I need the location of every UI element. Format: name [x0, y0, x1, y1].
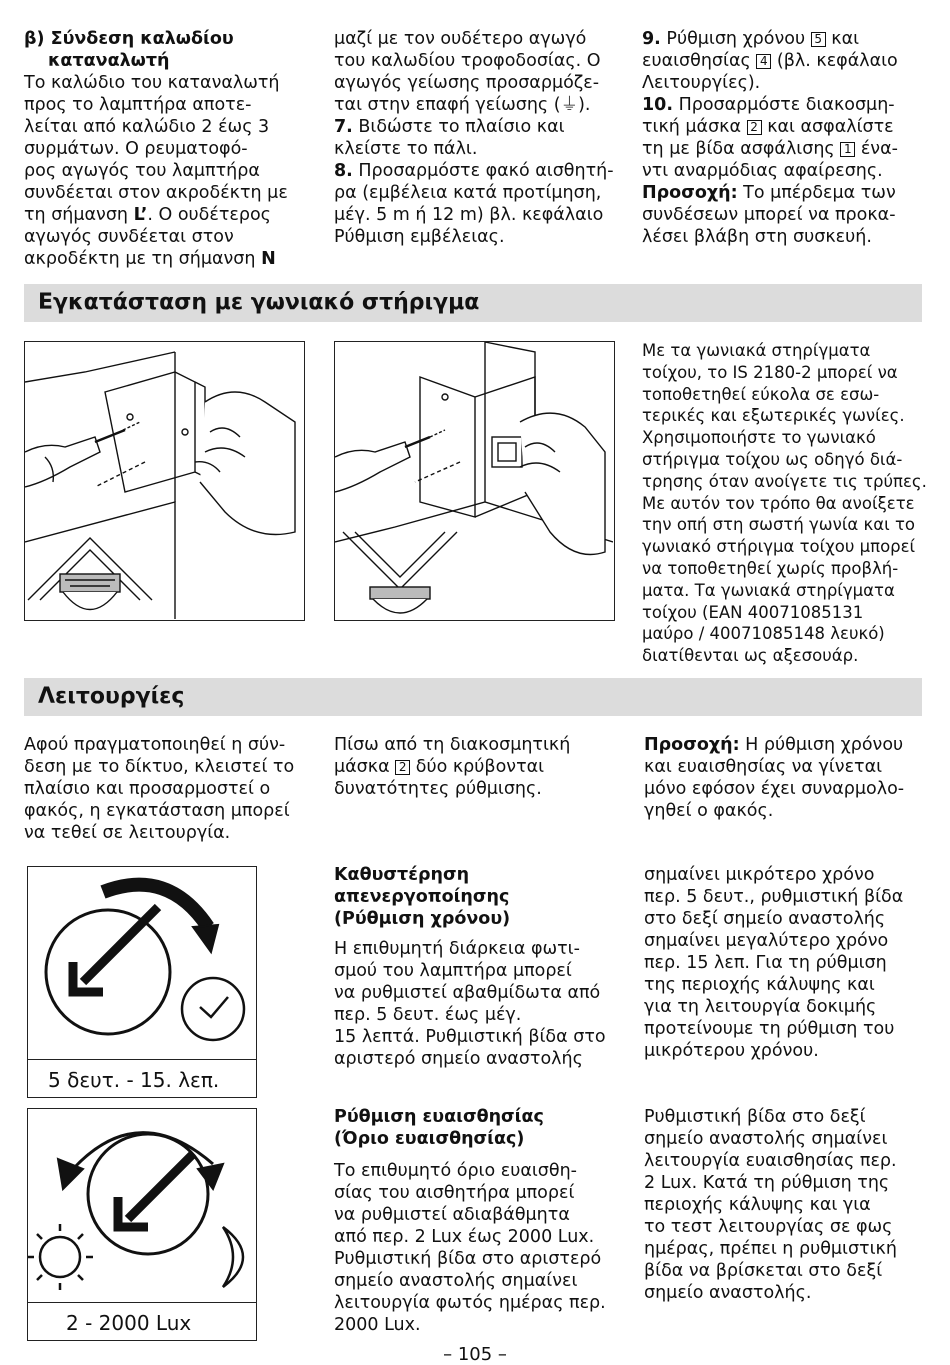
section-title-functions: Λειτουργίες — [38, 684, 185, 709]
step-9: 9. Ρύθμιση χρόνου 5 και ευαισθησίας 4 (βλ. κεφάλαιο Λειτουργίες). — [642, 29, 898, 93]
figure-outer-corner-drilling — [24, 341, 305, 621]
neutral-conductor-text: μαζί με τον ουδέτερο αγωγό του καλωδίου τροφοδοσίας. Ο αγωγός γείωσης προσαρμόζε- ται στην επαφή γείωσης (⏚). — [334, 29, 601, 115]
step-8: 8. Προσαρμόστε φακό αισθητή- ρα (εμβέλεια κατά προτίμηση, μέγ. 5 m ή 12 m) βλ. κεφάλαιο Ρύθμιση εμβέλειας. — [334, 161, 614, 247]
top-col-1 — [24, 28, 314, 270]
step-10: 10. Προσαρμόστε διακοσμη- τική μάσκα 2 και ασφαλίστε τη με βίδα ασφάλισης 1 ένα- ντι αναρμόδιας αφαίρεσης. — [642, 95, 898, 181]
cable-connection-text: Το καλώδιο του καταναλωτή προς το λαμπτήρα αποτε- λείται από καλώδιο 2 έως 3 συρμάτων. Ο ρευματοφό- ρος αγωγός του λαμπτήρα συνδέεται στον ακροδέκτη με τη σήμανση L’. Ο ουδέτερος αγωγός συνδέεται στον ακροδέκτη με τη σήμανση N — [24, 73, 288, 269]
section-header-functions — [24, 678, 922, 716]
time-dial-illustration — [28, 867, 255, 1057]
corner-mount-text: Με τα γωνιακά στηρίγματα τοίχου, το IS 2180-2 μπορεί να τοποθετηθεί εύκολα σε εσω- τερικές και εξωτερικές γωνίες. Χρησιμοποιήστε το γωνιακό στήριγμα τοίχου ως οδηγό διά- τρησης όταν ανοίγετε τις τρύπες. Με αυτόν τον τρόπο θα ανοίξετε την οπή στη σωστή γωνία και το γωνιακό στήριγμα τοίχου μπορεί να τοποθετηθεί χωρίς προβλή- ματα. Τα γωνιακά στηρίγματα τοίχου (EAN 40071085131 μαύρο / 40071085148 λευκό) διατίθενται ως αξεσουάρ. — [642, 341, 927, 666]
time-setting-heading: Καθυστέρηση απενεργοποίησης (Ρύθμιση χρόνου) — [334, 865, 511, 929]
lux-range-caption: 2 - 2000 Lux — [28, 1302, 256, 1340]
section-title: Εγκατάσταση με γωνιακό στήριγμα — [38, 290, 480, 315]
time-setting-cont: σημαίνει μικρότερο χρόνο περ. 5 δευτ., ρυθμιστική βίδα στο δεξί σημείο αναστολής σημαίνει μεγαλύτερο χρόνο περ. 15 λεπ. Για τη ρύθμιση της περιοχής κάλυψης και για τη λειτουργία δοκιμής προτείνουμε τη ρύθμιση του μικρότερου χρόνου. — [644, 865, 904, 1061]
cable-connection-heading: β) Σύνδεση καλωδίου καταναλωτή — [24, 29, 234, 71]
lux-setting-heading: Ρύθμιση ευαισθησίας (Όριο ευαισθησίας) — [334, 1107, 544, 1149]
warning-wiring: Προσοχή: Το μπέρδεμα των συνδέσεων μπορεί να προκα- λέσει βλάβη στη συσκευή. — [642, 183, 896, 247]
lux-setting-col — [334, 1106, 624, 1336]
drill-illustration-1 — [25, 342, 303, 619]
section-header-corner-mount — [24, 284, 922, 322]
time-range-caption: 5 δευτ. - 15. λεπ. — [28, 1059, 256, 1097]
top-col-2 — [334, 28, 624, 248]
figure-lux-setting — [27, 1108, 257, 1341]
functions-col-3: Προσοχή: Η ρύθμιση χρόνου και ευαισθησίας να γίνεται μόνο εφόσον έχει συναρμολο- γηθεί ο φακός. — [644, 735, 905, 821]
time-setting-text: Η επιθυμητή διάρκεια φωτι- σμού του λαμπτήρα μπορεί να ρυθμιστεί αβαθμίδωτα από περ. 5 δευτ. έως μέγ. 15 λεπτά. Ρυθμιστική βίδα στο αριστερό σημείο αναστολής — [334, 939, 606, 1069]
figure-time-setting — [27, 866, 257, 1098]
time-setting-col — [334, 864, 624, 1070]
drill-illustration-2 — [335, 342, 613, 619]
lux-dial-illustration — [28, 1109, 255, 1301]
figure-inner-corner-drilling — [334, 341, 615, 621]
top-col-3 — [642, 28, 932, 248]
step-7: 7. Βιδώστε το πλαίσιο και κλείστε το πάλι. — [334, 117, 565, 159]
functions-col-2: Πίσω από τη διακοσμητική μάσκα 2 δύο κρύβονται δυνατότητες ρύθμισης. — [334, 735, 571, 799]
functions-col-1: Αφού πραγματοποιηθεί η σύν- δεση με το δίκτυο, κλειστεί το πλαίσιο και προσαρμοστεί ο φακός, η εγκατάσταση μπορεί να τεθεί σε λειτουργία. — [24, 735, 295, 843]
lux-setting-text: Το επιθυμητό όριο ευαισθη- σίας του αισθητήρα μπορεί να ρυθμιστεί αδιαβάθμητα από περ. 2 Lux έως 2000 Lux. Ρυθμιστική βίδα στο αριστερό σημείο αναστολής σημαίνει λειτουργία φωτός ημέρας περ. 2000 Lux. — [334, 1161, 606, 1335]
lux-setting-cont: Ρυθμιστική βίδα στο δεξί σημείο αναστολής σημαίνει λειτουργία ευαισθησίας περ. 2 Lux. Κατά τη ρύθμιση της περιοχής κάλυψης και για το τεστ λειτουργίας σε φως ημέρας, πρέπει η ρυθμιστική βίδα να βρίσκεται στο δεξί σημείο αναστολής. — [644, 1107, 897, 1303]
page-number: – 105 – — [443, 1344, 507, 1365]
